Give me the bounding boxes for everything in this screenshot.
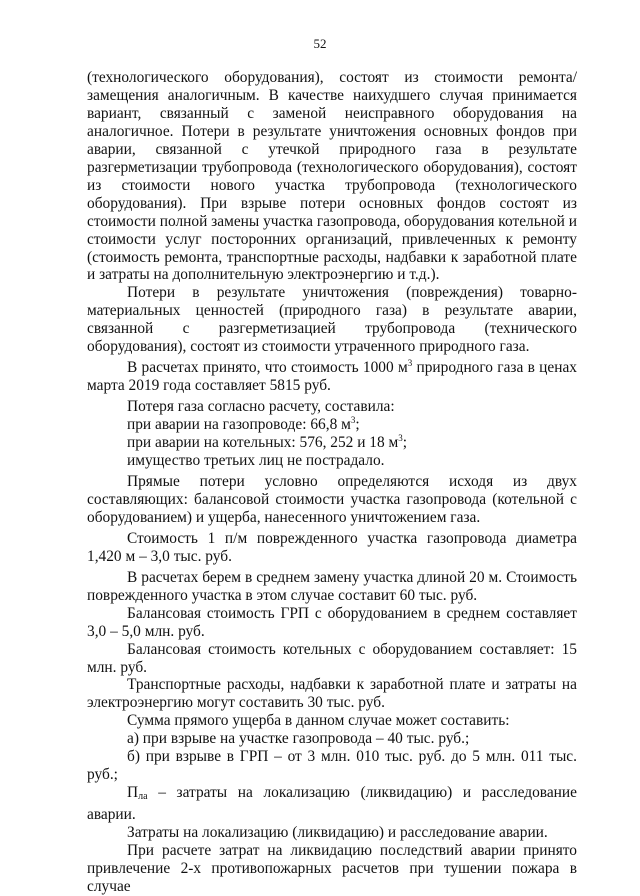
paragraph-gas-price xyxy=(87,359,577,395)
formula-description: – затраты на локализацию (ликвидацию) и расследование аварии. xyxy=(87,784,577,824)
pipeline-loss-text-b: ; xyxy=(355,416,360,434)
document-body xyxy=(87,69,577,896)
paragraph-gas-loss-pipeline xyxy=(87,416,577,434)
boiler-loss-text-a: при аварии на котельных: 576, 252 и 18 м xyxy=(127,434,399,452)
paragraph-transport-costs: Транспортные расходы, надбавки к заработной плате и затраты на электроэнергию могут составить 30 тыс. руб. xyxy=(87,676,577,712)
paragraph-damage-pipeline: а) при взрыве на участке газопровода – 40 тыс. руб.; xyxy=(127,730,470,748)
paragraph-third-party: имущество третьих лиц не пострадало. xyxy=(127,452,385,470)
formula-subscript: ла xyxy=(138,791,148,803)
paragraph-direct-losses: Прямые потери условно определяются исходя из двух составляющих: балансовой стоимости участка газопровода (котельной с оборудованием) и ущерба, нанесенного уничтожением газа. xyxy=(87,472,577,526)
paragraph-localization-costs-definition xyxy=(87,784,577,824)
page-number: 52 xyxy=(313,36,327,51)
paragraph-direct-damage-sum: Сумма прямого ущерба в данном случае может составить: xyxy=(127,712,510,730)
paragraph-liquidation-calculation: При расчете затрат на ликвидацию последствий аварии принято привлечение 2-х противопожарных расчетов при тушении пожара в случае xyxy=(87,842,577,895)
paragraph-segment-replacement: В расчетах берем в среднем замену участка длиной 20 м. Стоимость поврежденного участка в этом случае составит 60 тыс. руб. xyxy=(87,568,577,604)
paragraph-damage-grp: б) при взрыве в ГРП – от 3 млн. 010 тыс. руб. до 5 млн. 011 тыс. руб.; xyxy=(87,748,577,784)
paragraph-inventory-losses: Потери в результате уничтожения (повреждения) товарно-материальных ценностей (природного газа) в результате аварии, связанной с разгерметизацией трубопровода (технического оборудования), состоят из стоимости утраченного природного газа. xyxy=(87,284,577,356)
gas-price-text-a: В расчетах принято, что стоимость 1000 м xyxy=(127,359,408,377)
pipeline-loss-text-a: при аварии на газопроводе: 66,8 м xyxy=(127,416,351,434)
formula-symbol: П xyxy=(127,784,139,802)
gas-price-text-b: природного газа в ценах марта 2019 года составляет 5815 руб. xyxy=(87,359,577,395)
cubic-superscript: 3 xyxy=(407,358,413,369)
paragraph-gas-loss-intro: Потеря газа согласно расчету, составила: xyxy=(127,398,395,416)
cubic-superscript: 3 xyxy=(350,415,356,426)
boiler-loss-text-b: ; xyxy=(402,434,408,452)
paragraph-grp-cost: Балансовая стоимость ГРП с оборудованием в среднем составляет 3,0 – 5,0 млн. руб. xyxy=(87,604,577,640)
paragraph-localization-costs-heading: Затраты на локализацию (ликвидацию) и расследование аварии. xyxy=(127,824,548,842)
paragraph-pipeline-cost: Стоимость 1 п/м поврежденного участка газопровода диаметра 1,420 м – 3,0 тыс. руб. xyxy=(87,529,577,565)
paragraph-fixed-assets-losses: (технологического оборудования), состоят из стоимости ремонта/замещения аналогичным. В качестве наихудшего случая принимается вариант, связанный с заменой неисправного оборудования на аналогичное. Потери в результате уничтожения основных фондов при аварии, связанной с утечкой природного газа в результате разгерметизации трубопровода (технологического оборудования), состоят из стоимости нового участка трубопровода (технологического оборудования). При взрыве потери основных фондов состоят из стоимости полной замены участка газопровода, оборудования котельной и стоимости услуг посторонних организаций, привлеченных к ремонту (стоимость ремонта, транспортные расходы, надбавки к заработной плате и затраты на дополнительную электроэнергию и т.д.). xyxy=(87,69,578,284)
cubic-superscript: 3 xyxy=(398,433,403,444)
paragraph-boiler-cost: Балансовая стоимость котельных с оборудованием составляет: 15 млн. руб. xyxy=(87,640,577,676)
paragraph-gas-loss-boilers xyxy=(87,434,577,452)
